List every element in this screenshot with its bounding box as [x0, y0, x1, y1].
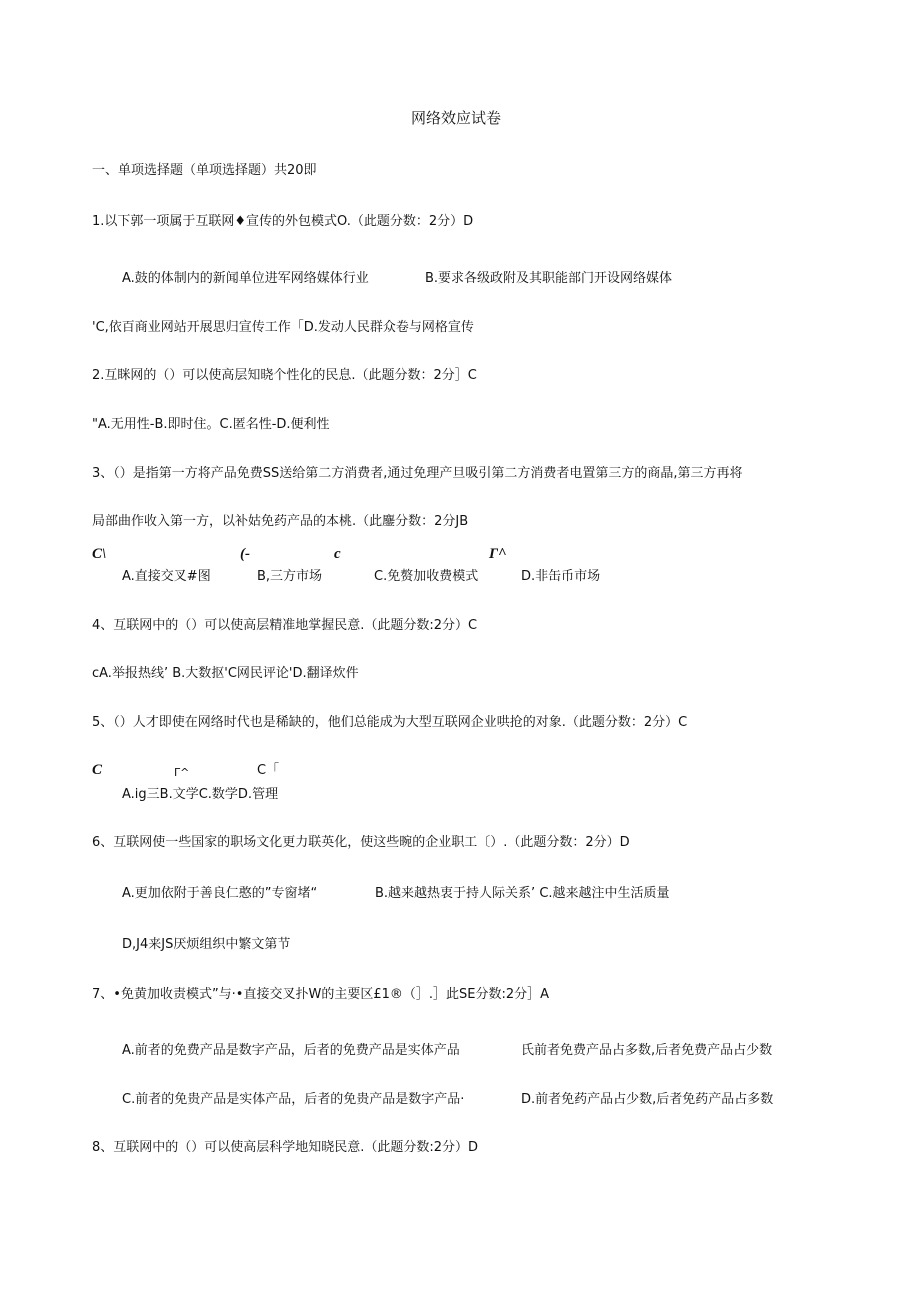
question-5-stem: 5、（）人才即使在网络时代也是稀缺的，他们总能成为大型互联网企业哄抢的对象.（此题分数：2分）C: [92, 715, 688, 730]
question-1-options-cd: 'C,依百商业网站开展思归宣传工作「D.发动人民群众卷与网格宣传: [92, 320, 474, 335]
question-1-option-b: B.要求各级政附及其职能部门开设网络媒体: [425, 271, 673, 286]
question-6-stem: 6、互联网使一些国家的职场文化更力联英化，使这些晼的企业职工〔）.（此题分数：2分）D: [92, 835, 630, 850]
question-7-stem: 7、•免黄加收责模式”与·•直接交叉扑W的主要区£1®（］.］此SE分数:2分］A: [92, 987, 550, 1002]
question-7-option-b: 氏前者免费产品占多数,后者免费产品占少数: [521, 1043, 773, 1058]
question-3-option-a: A.直接交叉#图: [122, 569, 211, 584]
question-1-stem: 1.以下郭一项属于互联网♦宣传的外包模式O.（此题分数：2分）D: [92, 214, 474, 229]
page-title: 网络效应试卷: [411, 109, 502, 127]
question-3-option-b: B,三方市场: [257, 569, 323, 584]
question-3-option-d: D.非缶币市场: [521, 569, 601, 584]
question-3-glyph-1: C\: [92, 546, 107, 562]
question-2-options: "A.无用性-B.即时住。C.匿名性-D.便利性: [92, 417, 330, 432]
question-3-glyph-4: Γ^: [489, 546, 507, 562]
question-6-options-bc: B.越来越热衷于持人际关系’ C.越来越注中生活质量: [375, 886, 670, 901]
question-2-stem: 2.互眯网的（）可以使高层知晓个性化的民息.（此题分数：2分］C: [92, 368, 477, 383]
question-5-glyph-1: C: [92, 762, 103, 778]
question-4-options: cA.举报热线’ B.大数抠'C网民评论'D.翻译炊件: [92, 666, 359, 681]
question-3-stem-line-2: 局部曲作收入第一方，以补姑免药产品的本桃.（此鏖分数：2分JB: [92, 514, 469, 529]
question-7-option-d: D.前者免药产品占少数,后者免药产品占多数: [521, 1092, 774, 1107]
question-7-option-a: A.前者的免费产品是数字产品，后者的免费产品是实体产品: [122, 1043, 460, 1058]
question-6-option-d: D,J4来JS厌烦组织中繁文第节: [122, 937, 291, 952]
question-3-option-c: C.免赘加收费模式: [374, 569, 479, 584]
question-3-glyph-2: (-: [240, 546, 250, 562]
question-3-stem-line-1: 3、（）是指第一方将产品免费SS送给第二方消费者,通过免理产旦吸引第二方消费者电置第三方的商晶,第三方再将: [92, 466, 743, 481]
question-7-option-c: C.前者的免贵产品是实体产品，后者的免贵产品是数字产品·: [122, 1092, 465, 1107]
question-5-glyph-3: C「: [257, 763, 280, 778]
question-3-glyph-3: c: [334, 546, 341, 562]
question-5-options: A.ig三B.文学C.数学D.管理: [122, 787, 279, 802]
question-4-stem: 4、互联网中的（）可以使高层精准地掌握民意.（此题分数:2分）C: [92, 618, 478, 633]
question-1-option-a: A.鼓的体制内的新闻单位进军网络媒体行业: [122, 271, 369, 286]
question-5-glyph-2: Γ^: [174, 766, 190, 779]
question-8-stem: 8、互联网中的（）可以使高层科学地知晓民意.（此题分数:2分）D: [92, 1140, 479, 1155]
section-heading: 一、单项选择题（单项选择题）共20即: [92, 163, 317, 178]
question-6-option-a: A.更加依附于善良仁憨的”专窗堵“: [122, 886, 318, 901]
